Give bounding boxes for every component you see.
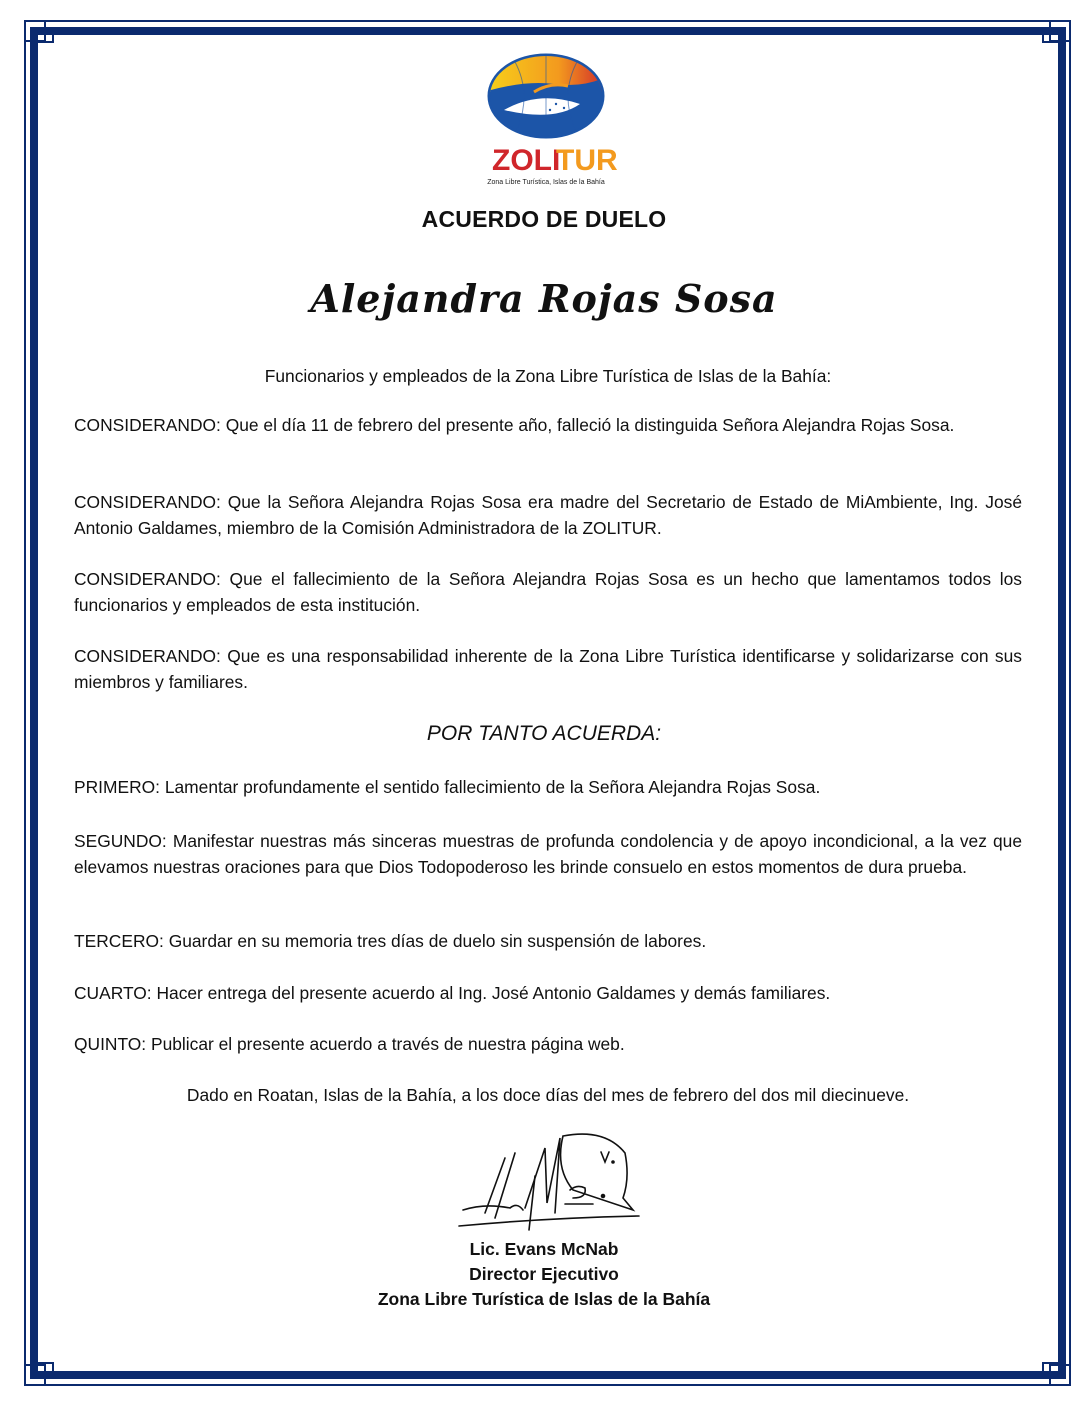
resolution-cuarto: CUARTO: Hacer entrega del presente acuerdo al Ing. José Antonio Galdames y demás familiares. [74, 983, 831, 1003]
honoree-name: Alejandra Rojas Sosa [310, 276, 778, 321]
signatory-position: Director Ejecutivo [469, 1264, 619, 1284]
signatory-name: Lic. Evans McNab [469, 1239, 619, 1259]
signatory-organization: Zona Libre Turística de Islas de la Bahía [377, 1289, 711, 1309]
resolution-segundo: SEGUNDO: Manifestar nuestras más sinceras muestras de profunda condolencia y de apoyo incondicional, a la vez que elevamos nuestras oraciones para que Dios Todopoderoso les brinde consuelo en estos momentos de dura prueba. [74, 831, 1022, 877]
considerando-3: CONSIDERANDO: Que el fallecimiento de la Señora Alejandra Rojas Sosa es un hecho que lamentamos todos los funcionarios y empleados de esta institución. [74, 569, 1022, 615]
border-corner-bottom-left-inner [32, 1362, 54, 1378]
border-corner-bottom-right-inner [1042, 1362, 1064, 1378]
border-corner-top-right-inner [1042, 27, 1064, 43]
resolution-primero: PRIMERO: Lamentar profundamente el sentido fallecimiento de la Señora Alejandra Rojas Sosa. [74, 777, 821, 797]
closing-text: Dado en Roatan, Islas de la Bahía, a los doce días del mes de febrero del dos mil diecinueve. [186, 1085, 910, 1105]
resolution-heading: POR TANTO ACUERDA: [426, 722, 662, 745]
intro-text: Funcionarios y empleados de la Zona Libre Turística de Islas de la Bahía: [264, 366, 832, 386]
logo-tagline: Zona Libre Turística, Islas de la Bahía [487, 179, 605, 186]
border-outer-top [40, 20, 1050, 22]
resolution-quinto: QUINTO: Publicar el presente acuerdo a través de nuestra página web. [74, 1034, 625, 1054]
border-thick-bottom [30, 1371, 1066, 1379]
document-title: ACUERDO DE DUELO [421, 206, 667, 232]
handwritten-signature [455, 1118, 655, 1238]
zolitur-logo [484, 52, 618, 192]
border-corner-top-left-inner [32, 27, 54, 43]
border-outer-bottom [40, 1384, 1050, 1386]
considerando-1: CONSIDERANDO: Que el día 11 de febrero del presente año, falleció la distinguida Señora Alejandra Rojas Sosa. [74, 415, 955, 435]
border-outer-left [24, 40, 26, 1370]
resolution-tercero: TERCERO: Guardar en su memoria tres días de duelo sin suspensión de labores. [74, 931, 707, 951]
border-outer-right [1069, 40, 1071, 1370]
logo-brand-zoli: ZOLI [492, 144, 561, 177]
zolitur-globe-icon [484, 52, 618, 192]
border-thick-top [30, 27, 1066, 35]
considerando-2: CONSIDERANDO: Que la Señora Alejandra Rojas Sosa era madre del Secretario de Estado de MiAmbiente, Ing. José Antonio Galdames, miembro de la Comisión Administradora de la ZOLITUR. [74, 492, 1022, 538]
logo-brand-tur: TUR [556, 144, 618, 177]
considerando-4: CONSIDERANDO: Que es una responsabilidad inherente de la Zona Libre Turística identificarse y solidarizarse con sus miembros y familiares. [74, 646, 1022, 692]
